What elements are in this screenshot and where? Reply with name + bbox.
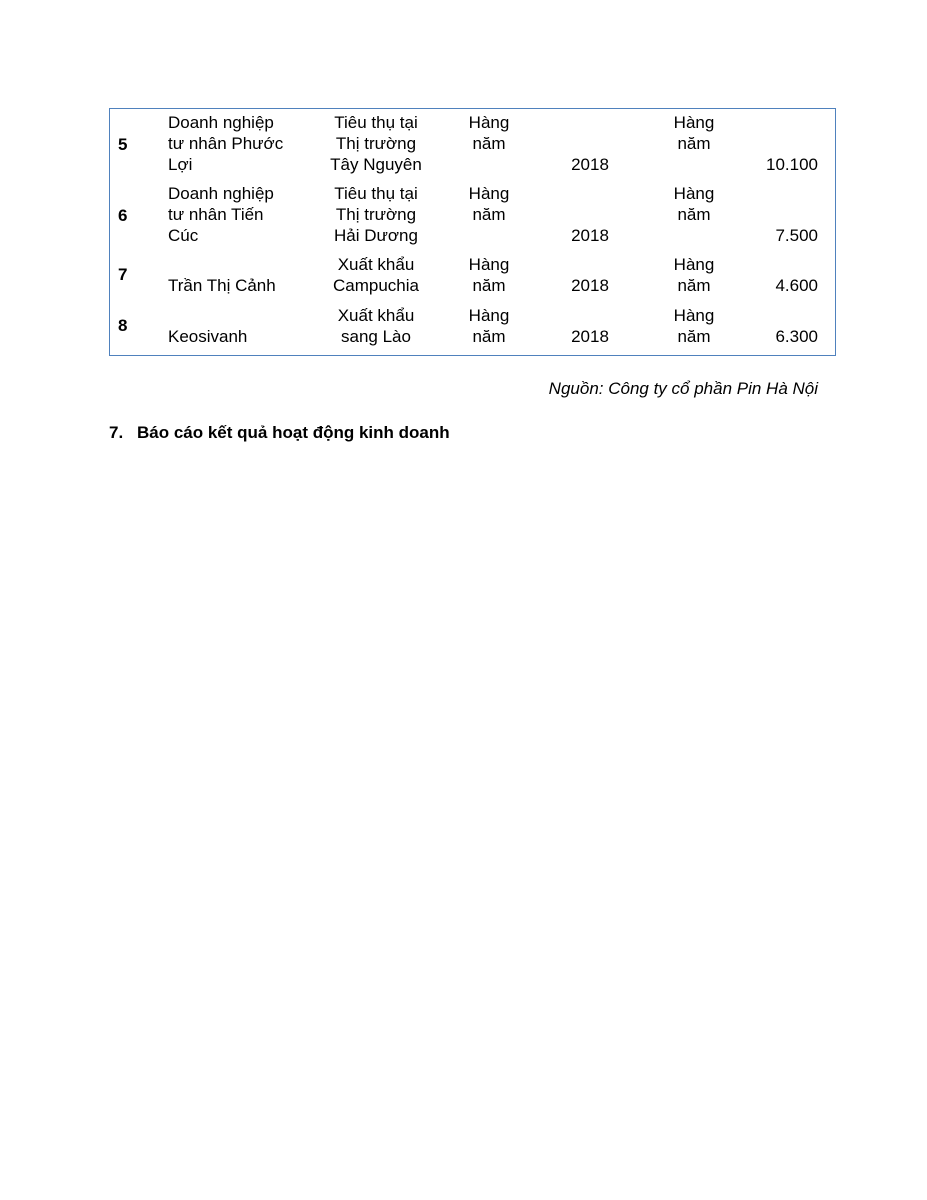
period: Hàng năm <box>673 113 715 153</box>
frequency: Hàng năm <box>468 184 510 224</box>
customer-name: Doanh nghiệp tư nhân Tiến Cúc <box>168 184 274 245</box>
period: Hàng năm <box>673 306 715 346</box>
activity: Tiêu thụ tại Thị trường Hải Dương <box>334 184 418 245</box>
table-row <box>110 183 835 249</box>
customer-table <box>109 108 836 356</box>
value: 4.600 <box>775 276 818 295</box>
year: 2018 <box>571 276 609 295</box>
section-heading <box>109 422 450 443</box>
year: 2018 <box>571 155 609 174</box>
value: 7.500 <box>775 226 818 245</box>
frequency: Hàng năm <box>468 255 510 295</box>
year: 2018 <box>571 327 609 346</box>
customer-name: Keosivanh <box>168 327 248 346</box>
row-number: 5 <box>118 135 128 154</box>
section-number: 7. <box>109 423 124 442</box>
period: Hàng năm <box>673 255 715 295</box>
section-title: Báo cáo kết quả hoạt động kinh doanh <box>137 423 450 442</box>
table-row <box>110 305 835 351</box>
customer-name: Doanh nghiệp tư nhân Phước Lợi <box>168 113 284 174</box>
frequency: Hàng năm <box>468 113 510 153</box>
table-row <box>110 112 835 178</box>
value: 10.100 <box>766 155 818 174</box>
row-number: 6 <box>118 206 128 225</box>
source-note: Nguồn: Công ty cổ phần Pin Hà Nội <box>548 379 818 398</box>
activity: Xuất khẩu sang Lào <box>337 306 415 346</box>
row-number: 8 <box>118 316 128 335</box>
row-number: 7 <box>118 265 128 284</box>
activity: Xuất khẩu Campuchia <box>333 255 419 295</box>
table-row <box>110 254 835 300</box>
period: Hàng năm <box>673 184 715 224</box>
frequency: Hàng năm <box>468 306 510 346</box>
activity: Tiêu thụ tại Thị trường Tây Nguyên <box>330 113 422 174</box>
year: 2018 <box>571 226 609 245</box>
value: 6.300 <box>775 327 818 346</box>
customer-name: Trần Thị Cảnh <box>168 276 276 295</box>
